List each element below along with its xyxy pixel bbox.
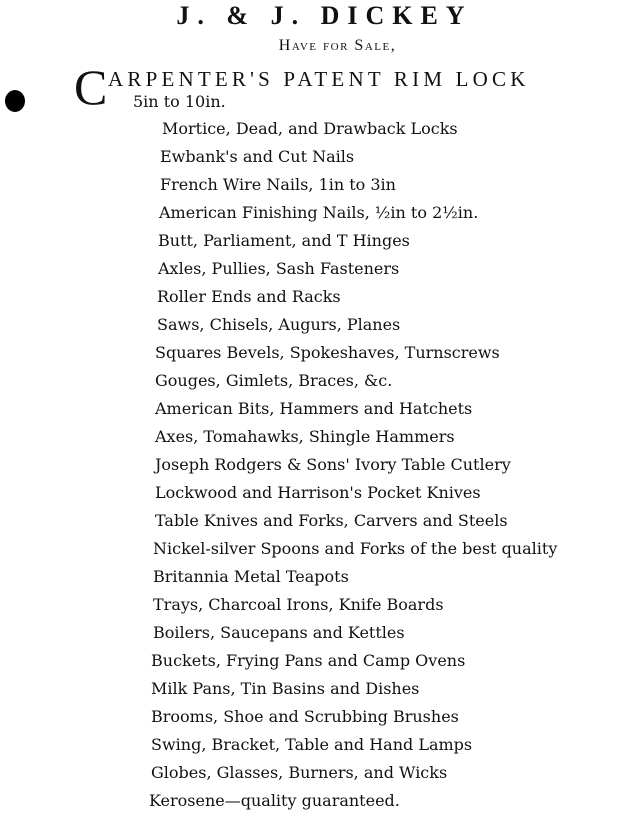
list-item: Milk Pans, Tin Basins and Dishes — [151, 679, 420, 698]
list-item: Squares Bevels, Spokeshaves, Turnscrews — [155, 343, 500, 362]
list-item: Saws, Chisels, Augurs, Planes — [157, 315, 401, 334]
list-item: Globes, Glasses, Burners, and Wicks — [151, 763, 448, 782]
list-item: Trays, Charcoal Irons, Knife Boards — [153, 595, 444, 614]
list-item: Brooms, Shoe and Scrubbing Brushes — [151, 707, 459, 726]
list-item: Joseph Rodgers & Sons' Ivory Table Cutlery — [155, 455, 511, 474]
list-item: American Finishing Nails, ½in to 2½in. — [159, 203, 479, 222]
list-item: Swing, Bracket, Table and Hand Lamps — [151, 735, 473, 754]
list-item: Nickel-silver Spoons and Forks of the best quality — [153, 539, 558, 558]
list-item: Axes, Tomahawks, Shingle Hammers — [155, 427, 455, 446]
list-item: Roller Ends and Racks — [157, 287, 341, 306]
list-item: Kerosene—quality guaranteed. — [149, 791, 400, 810]
list-item: Boilers, Saucepans and Kettles — [153, 623, 405, 642]
list-item: Butt, Parliament, and T Hinges — [158, 231, 410, 250]
ink-blot-bullet-icon — [5, 90, 25, 112]
list-item: French Wire Nails, 1in to 3in — [160, 175, 396, 194]
lock-size-range: 5in to 10in. — [133, 92, 226, 111]
list-item: Gouges, Gimlets, Braces, &c. — [155, 371, 393, 390]
firm-name: J. & J. DICKEY — [176, 1, 473, 30]
headline-text: ARPENTER'S PATENT RIM LOCK — [108, 67, 530, 91]
list-item: Table Knives and Forks, Carvers and Steels — [155, 511, 508, 530]
list-item: Axles, Pullies, Sash Fasteners — [158, 259, 400, 278]
list-item: Ewbank's and Cut Nails — [160, 147, 355, 166]
headline-drop-cap: C — [74, 59, 108, 115]
list-item: Britannia Metal Teapots — [153, 567, 349, 586]
subheading: Have for Sale, — [278, 37, 397, 54]
list-item: Lockwood and Harrison's Pocket Knives — [155, 483, 481, 502]
list-item: Mortice, Dead, and Drawback Locks — [162, 119, 458, 138]
list-item: American Bits, Hammers and Hatchets — [155, 399, 473, 418]
list-item: Buckets, Frying Pans and Camp Ovens — [151, 651, 466, 670]
